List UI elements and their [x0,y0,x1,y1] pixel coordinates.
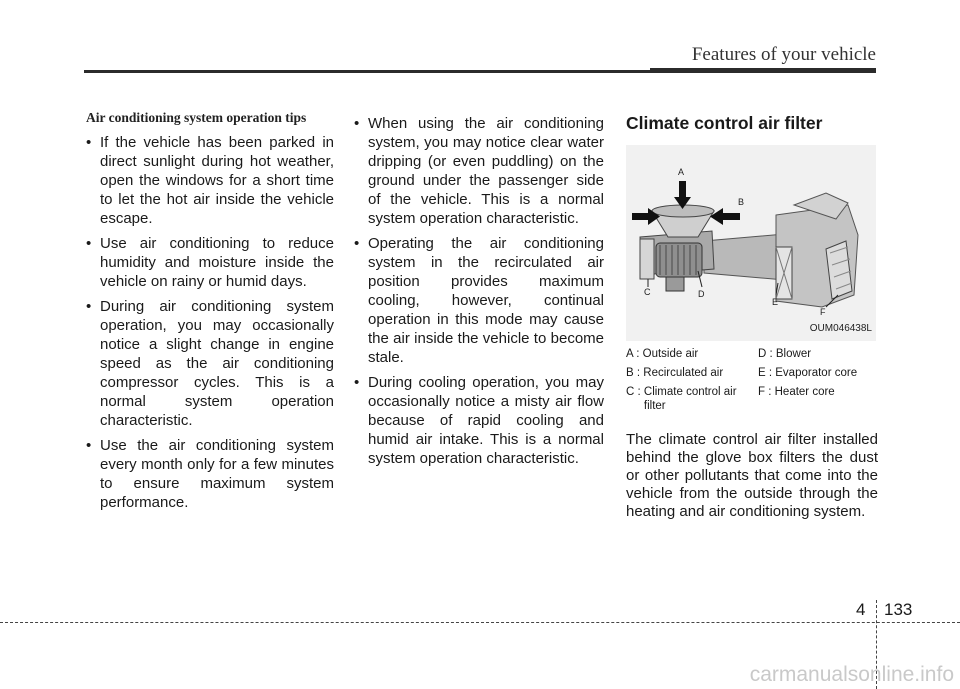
legend-item: E : Evaporator core [758,367,858,379]
label-d: D [698,289,705,299]
chapter-number: 4 [856,600,866,619]
footer-rule [0,622,960,623]
column-2 [354,114,604,474]
legend-item: C : Climate control air filter [626,386,737,412]
tips-list-2 [354,114,604,468]
legend-item: D : Blower [758,348,812,360]
tip-item: • If the vehicle has been parked in direct sunlight during hot weather, open the windows for a short time to let the hot air inside the vehicle escape. [86,133,334,228]
tip-item: • Use the air conditioning system every month only for a few minutes to ensure maximum system performance. [86,436,334,512]
figure-legend [626,347,878,413]
tip-item: • Use air conditioning to reduce humidity and moisture inside the vehicle on rainy or humid days. [86,234,334,291]
tip-item: • During air conditioning system operation, you may occasionally notice a slight change in engine speed as the air conditioning compressor cycles. This is a normal system operation characteristic. [86,297,334,430]
label-b: B [738,197,745,207]
tips-list-1 [86,133,334,512]
figure-code: OUM046438L [809,323,872,334]
column-1 [86,108,334,518]
air-filter-diagram [626,145,876,341]
header-accent-bar [650,68,876,73]
section-title: Climate control air filter [626,113,823,133]
filter-description: The climate control air filter installed behind the glove box filters the dust or other pollutants that come into the vehicle from the outside through the heating and air conditioning system. [626,431,878,520]
legend-item: B : Recirculated air [626,367,724,379]
tip-item: • Operating the air conditioning system in the recirculated air position provides maximum cooling, however, continual operation in this mode may cause the air inside the vehicle to become stale. [354,234,604,367]
tip-item: • During cooling operation, you may occasionally notice a misty air flow because of rapid cooling and humid air intake. This is a normal system operation characteristic. [354,373,604,468]
column-3 [626,108,878,521]
tips-subheading: Air conditioning system operation tips [86,110,307,125]
label-e: E [772,297,779,307]
label-c: C [644,287,651,297]
page-number: 133 [884,600,913,619]
label-a: A [678,167,685,177]
watermark: carmanualsonline.info [749,663,954,686]
hvac-unit-illustration [626,145,876,341]
legend-item: A : Outside air [626,348,699,360]
legend-item: F : Heater core [758,386,835,398]
page-header-title: Features of your vehicle [691,44,876,65]
label-f: F [820,307,826,317]
tip-item: • When using the air conditioning system, you may notice clear water dripping (or even puddling) on the ground under the passenger side of the vehicle. This is a normal system operation characteristic. [354,114,604,228]
